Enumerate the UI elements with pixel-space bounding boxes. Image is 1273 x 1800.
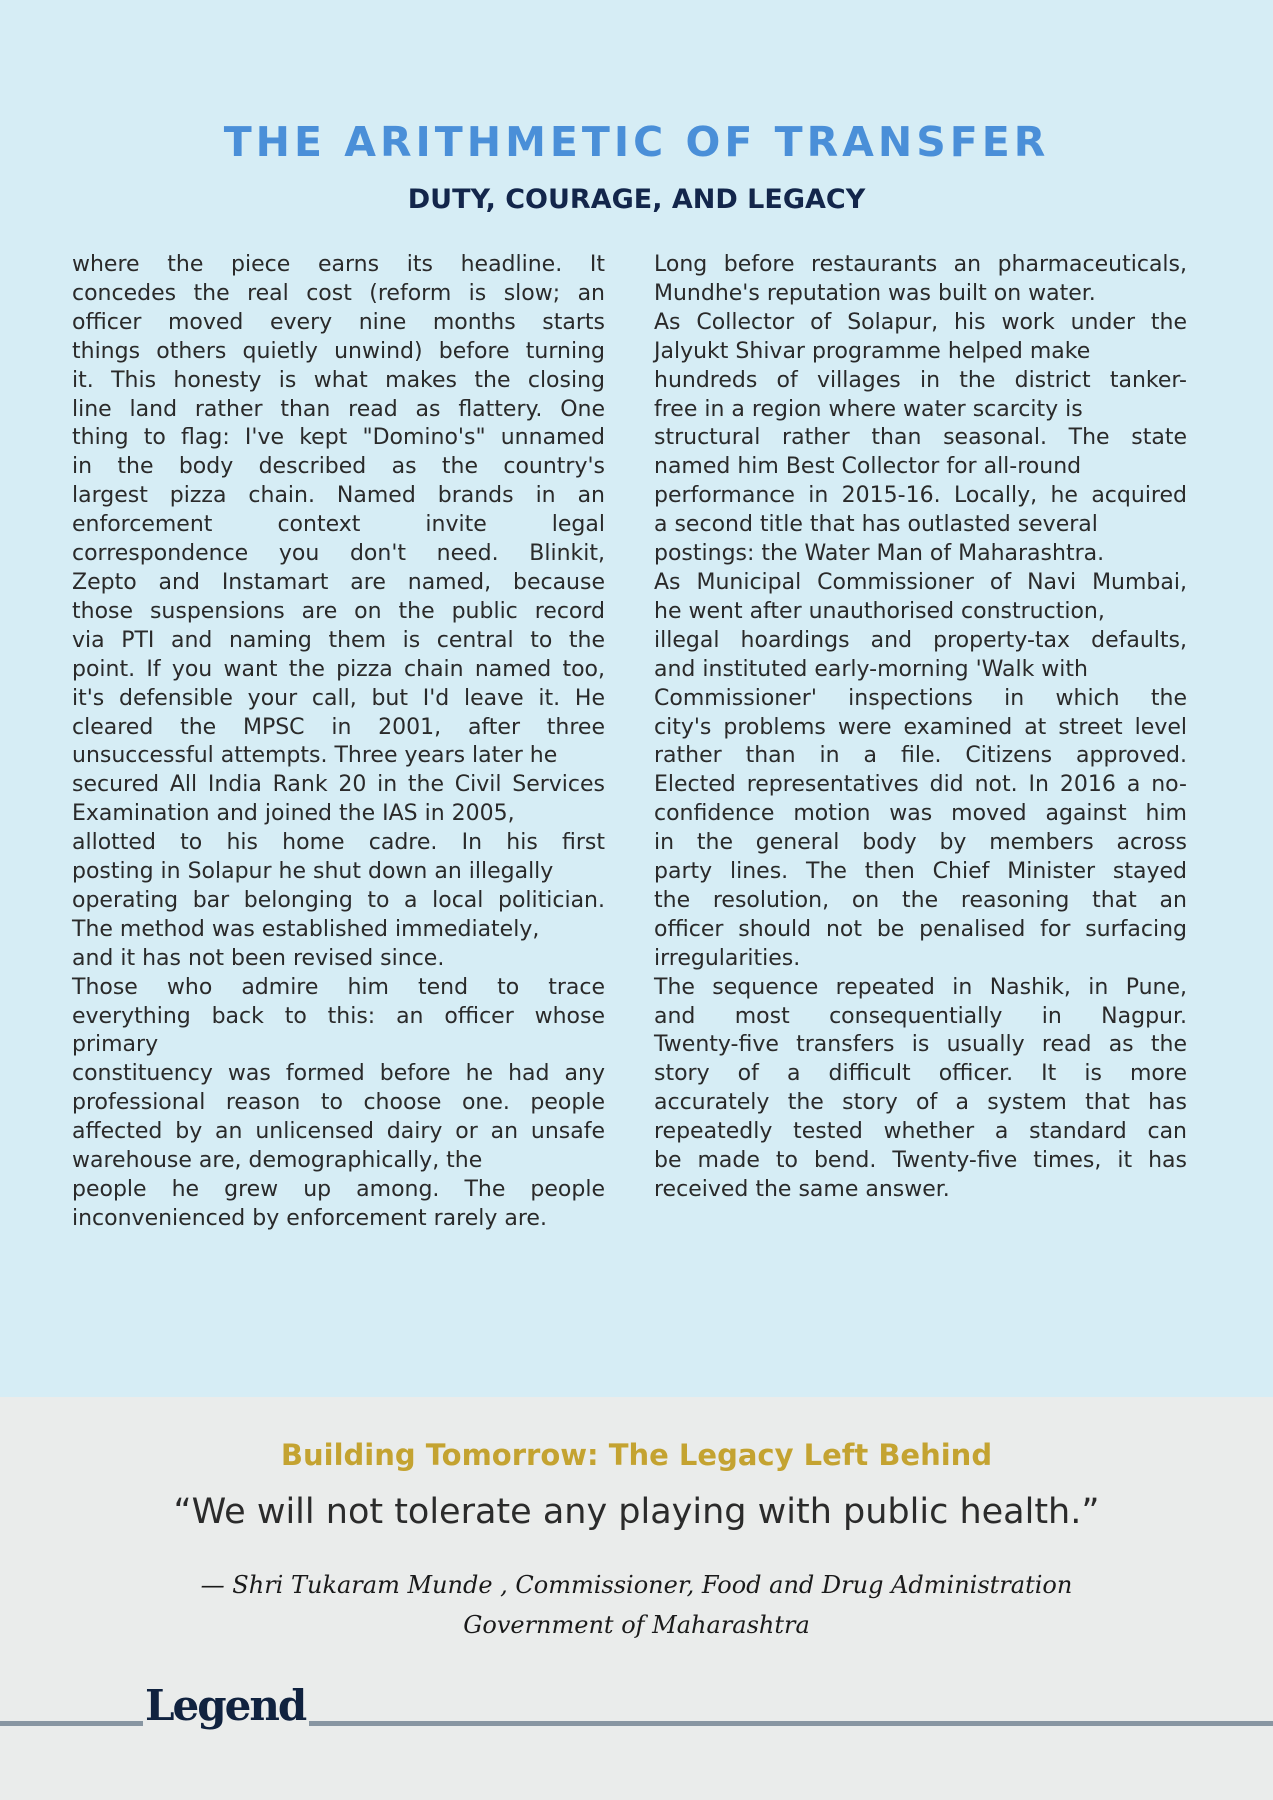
text-line: officer moved every nine months starts [72,309,605,335]
text-line: in the general body by members across [654,830,1187,856]
page-subtitle: DUTY, COURAGE, AND LEGACY [407,184,866,215]
text-line: allotted to his home cadre. In his first [72,830,605,856]
text-line: structural rather than seasonal. The state [654,425,1187,451]
text-line: where the piece earns its headline. It [72,252,605,277]
text-line: a second title that has outlasted several [654,512,1098,538]
text-line: confidence motion was moved against him [654,801,1187,827]
page-title: THE ARITHMETIC OF TRANSFER [223,118,1050,166]
text-line: correspondence you don't need. Blinkit, [72,541,605,567]
text-line: Twenty-five transfers is usually read as the [654,1032,1187,1058]
text-line: accurately the story of a system that has [654,1090,1187,1116]
quote-attribution [0,1565,1273,1645]
pull-quote: “We will not tolerate any playing with public health.” [173,1492,1100,1532]
text-line: professional reason to choose one. people [72,1090,605,1116]
text-line: posting in Solapur he shut down an illegally [72,859,554,885]
text-line: and most consequentially in Nagpur. [654,1003,1187,1029]
text-line: enforcement context invite legal [72,512,605,538]
text-line: city's problems were examined at street level [654,714,1187,740]
legend-logo: Legend [143,1681,309,1731]
text-line: it's defensible your call, but I'd leave it. He [72,685,605,711]
text-line: Long before restaurants an pharmaceuticals, [654,252,1187,277]
text-line: Elected representatives did not. In 2016 a no- [654,772,1187,798]
text-line: rather than in a file. Citizens approved. [654,743,1187,769]
text-line: Examination and joined the IAS in 2005, [72,801,515,827]
text-line: performance in 2015-16. Locally, he acquired [654,483,1187,509]
text-line: The method was established immediately, [72,916,540,942]
text-line: point. If you want the pizza chain named too, [72,656,605,682]
text-line: concedes the real cost (reform is slow; an [72,280,605,306]
text-line: thing to flag: I've kept "Domino's" unnamed [72,425,605,451]
text-line: and instituted early-morning 'Walk with [654,656,1088,682]
text-line: people he grew up among. The people [72,1177,605,1202]
text-line: As Municipal Commissioner of Navi Mumbai, [654,569,1187,595]
text-line: he went after unauthorised construction, [654,598,1105,624]
text-line: in the body described as the country's [72,454,605,480]
text-line: secured All India Rank 20 in the Civil Services [72,772,605,798]
text-line: received the same answer. [654,1177,950,1202]
text-line: be made to bend. Twenty-five times, it has [654,1148,1187,1174]
text-line: The sequence repeated in Nashik, in Pune, [654,974,1187,1000]
text-line: illegal hoardings and property-tax defaults, [654,627,1187,653]
text-line: story of a difficult officer. It is more [654,1061,1187,1087]
text-line: and it has not been revised since. [72,945,445,971]
attribution-name: — Shri Tukaram Munde , Commissioner, Food and Drug Administration [200,1571,1073,1599]
text-line: postings: the Water Man of Maharashtra. [654,541,1105,567]
text-line: Commissioner' inspections in which the [654,685,1187,711]
text-line: it. This honesty is what makes the closing [72,367,605,393]
article-left-column [72,251,605,1234]
text-line: everything back to this: an officer whose [72,1003,605,1029]
text-line: inconvenienced by enforcement rarely are. [72,1205,547,1231]
text-line: constituency was formed before he had any [72,1061,605,1087]
text-line: unsuccessful attempts. Three years later he [72,743,558,769]
text-line: those suspensions are on the public record [72,598,605,624]
text-line: things others quietly unwind) before turning [72,338,605,364]
text-line: the resolution, on the reasoning that an [654,887,1187,913]
text-line: Jalyukt Shivar programme helped make [654,338,1091,364]
article-right-column [654,251,1187,1205]
text-line: named him Best Collector for all-round [654,454,1082,480]
text-line: primary [72,1032,159,1058]
text-line: affected by an unlicensed dairy or an unsafe [72,1119,605,1145]
text-line: hundreds of villages in the district tanker- [654,367,1187,393]
text-line: repeatedly tested whether a standard can [654,1119,1187,1145]
text-line: largest pizza chain. Named brands in an [72,483,605,509]
text-line: As Collector of Solapur, his work under the [654,309,1187,335]
text-line: party lines. The then Chief Minister stayed [654,859,1187,885]
text-line: officer should not be penalised for surfacing [654,916,1187,942]
text-line: line land rather than read as flattery. One [72,396,605,422]
text-line: free in a region where water scarcity is [654,396,1083,422]
text-line: Mundhe's reputation was built on water. [654,280,1096,306]
text-line: warehouse are, demographically, the [72,1148,483,1174]
text-line: Those who admire him tend to trace [72,974,605,1000]
text-line: via PTI and naming them is central to the [72,627,605,653]
text-line: Zepto and Instamart are named, because [72,569,605,595]
text-line: irregularities. [654,945,801,971]
attribution-organization: Government of Maharashtra [463,1611,810,1639]
text-line: cleared the MPSC in 2001, after three [72,714,605,740]
text-line: operating bar belonging to a local politician. [72,887,605,913]
legacy-heading: Building Tomorrow: The Legacy Left Behind [280,1438,993,1472]
